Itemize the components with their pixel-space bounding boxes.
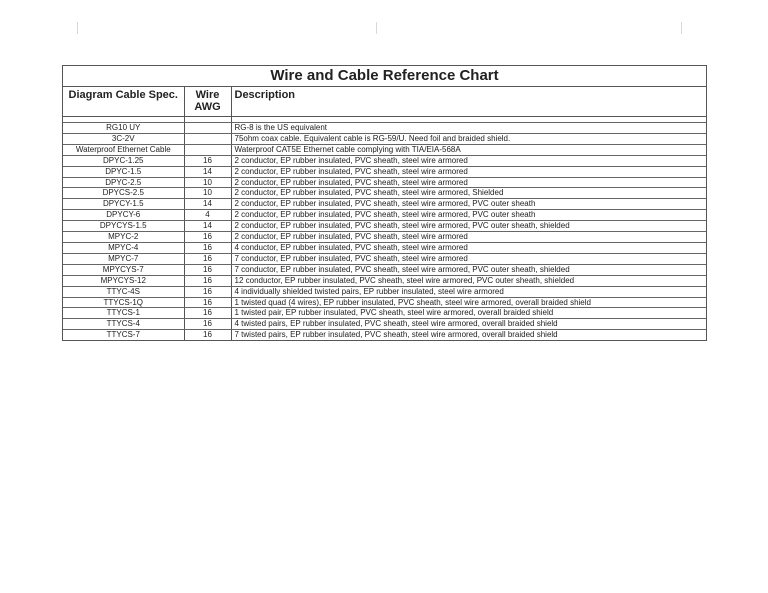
table-row [63,133,706,144]
cell-description: 7 twisted pairs, EP rubber insulated, PVC sheath, steel wire armored, overall braided shield [234,330,558,340]
cell-description: 2 conductor, EP rubber insulated, PVC sheath, steel wire armored [231,177,706,188]
cell-description: 1 twisted quad (4 wires), EP rubber insulated, PVC sheath, steel wire armored, overall braided shield [231,297,706,308]
table-row [63,166,706,177]
table-row [63,286,706,297]
cell-awg: 16 [184,242,231,253]
cell-description: 2 conductor, EP rubber insulated, PVC sheath, steel wire armored [231,155,706,166]
cell-spec: TTYCS-4 [63,319,184,330]
cell-spec: MPYC-7 [63,253,184,264]
table-row [63,330,706,340]
header-awg-line1: Wire [195,89,220,101]
table-row [63,188,706,199]
cell-spec: TTYC-4S [63,286,184,297]
cell-spec: DPYC-1.25 [63,155,184,166]
cell-spec: 3C-2V [63,133,184,144]
table-row [63,275,706,286]
cell-spec: MPYCYS-7 [63,264,184,275]
table-row [63,232,706,243]
cell-awg: 16 [184,232,231,243]
table-row [63,221,706,232]
scan-mark-right [681,22,682,34]
table-row [63,308,706,319]
table-row [63,123,706,134]
cell-awg: 16 [184,253,231,264]
cell-spec: DPYCYS-1.5 [63,221,184,232]
cell-awg: 14 [184,221,231,232]
cell-awg: 16 [184,286,231,297]
chart-title: Wire and Cable Reference Chart [63,66,706,87]
header-awg [184,87,231,117]
cell-awg: 16 [184,155,231,166]
cell-description: 1 twisted pair, EP rubber insulated, PVC sheath, steel wire armored, overall braided shield [231,308,706,319]
cell-spec: DPYCY-6 [63,210,184,221]
cell-spec: DPYCS-2.5 [63,188,184,199]
cell-description: 2 conductor, EP rubber insulated, PVC sheath, steel wire armored [231,232,706,243]
cell-spec: RG10 UY [63,123,184,134]
cell-awg: 14 [184,166,231,177]
cell-description: 2 conductor, EP rubber insulated, PVC sheath, steel wire armored, PVC outer sheath [231,210,706,221]
cell-awg: 16 [184,275,231,286]
table-row [63,253,706,264]
scan-mark-left [77,22,78,34]
cell-description: 2 conductor, EP rubber insulated, PVC sheath, steel wire armored, PVC outer sheath, shielded [231,221,706,232]
cell-awg: 16 [184,319,231,330]
header-spec: Diagram Cable Spec. [63,87,184,117]
table-row [63,242,706,253]
header-description: Description [231,87,706,117]
table-row [63,264,706,275]
cell-spec: TTYCS-1 [63,308,184,319]
cell-description: 4 conductor, EP rubber insulated, PVC sheath, steel wire armored [231,242,706,253]
cell-awg: 16 [184,330,231,340]
cell-spec: MPYCYS-12 [63,275,184,286]
scan-mark-center [376,22,377,34]
cell-description: 4 individually shielded twisted pairs, EP rubber insulated, steel wire armored [231,286,706,297]
cell-description: 2 conductor, EP rubber insulated, PVC sheath, steel wire armored, Shielded [231,188,706,199]
cable-table [63,87,706,340]
cell-description: RG-8 is the US equivalent [231,123,706,134]
cell-spec: MPYC-4 [63,242,184,253]
table-row [63,319,706,330]
cell-awg [184,144,231,155]
table-row [63,155,706,166]
cell-awg [184,123,231,134]
reference-chart [62,65,707,341]
table-row [63,144,706,155]
table-row [63,297,706,308]
cell-awg [184,133,231,144]
cell-spec: MPYC-2 [63,232,184,243]
cell-awg: 4 [184,210,231,221]
table-row [63,177,706,188]
cell-description: Waterproof CAT5E Ethernet cable complying with TIA/EIA-568A [231,144,706,155]
cell-awg: 10 [184,177,231,188]
cell-awg: 14 [184,199,231,210]
cell-awg: 16 [184,264,231,275]
header-row [63,87,706,117]
header-awg-line2: AWG [194,101,221,113]
cell-description: 75ohm coax cable. Equivalent cable is RG-59/U. Need foil and braided shield. [231,133,706,144]
cell-spec: TTYCS-1Q [63,297,184,308]
cell-spec: DPYC-1.5 [63,166,184,177]
cell-awg: 16 [184,308,231,319]
cell-description: 2 conductor, EP rubber insulated, PVC sheath, steel wire armored, PVC outer sheath [231,199,706,210]
table-row [63,210,706,221]
cell-spec: TTYCS-7 [63,330,184,340]
cell-description: 12 conductor, EP rubber insulated, PVC sheath, steel wire armored, PVC outer sheath, shielded [231,275,706,286]
cell-description: 2 conductor, EP rubber insulated, PVC sheath, steel wire armored [231,166,706,177]
cell-description: 7 conductor, EP rubber insulated, PVC sheath, steel wire armored, PVC outer sheath, shielded [231,264,706,275]
cell-spec: DPYC-2.5 [63,177,184,188]
cell-awg: 16 [184,297,231,308]
cell-awg: 10 [184,188,231,199]
table-body [63,117,706,341]
cell-description: 4 twisted pairs, EP rubber insulated, PVC sheath, steel wire armored, overall braided shield [231,319,706,330]
cell-spec: DPYCY-1.5 [63,199,184,210]
table-row [63,199,706,210]
cell-spec: Waterproof Ethernet Cable [63,144,184,155]
cell-description: 7 conductor, EP rubber insulated, PVC sheath, steel wire armored [231,253,706,264]
